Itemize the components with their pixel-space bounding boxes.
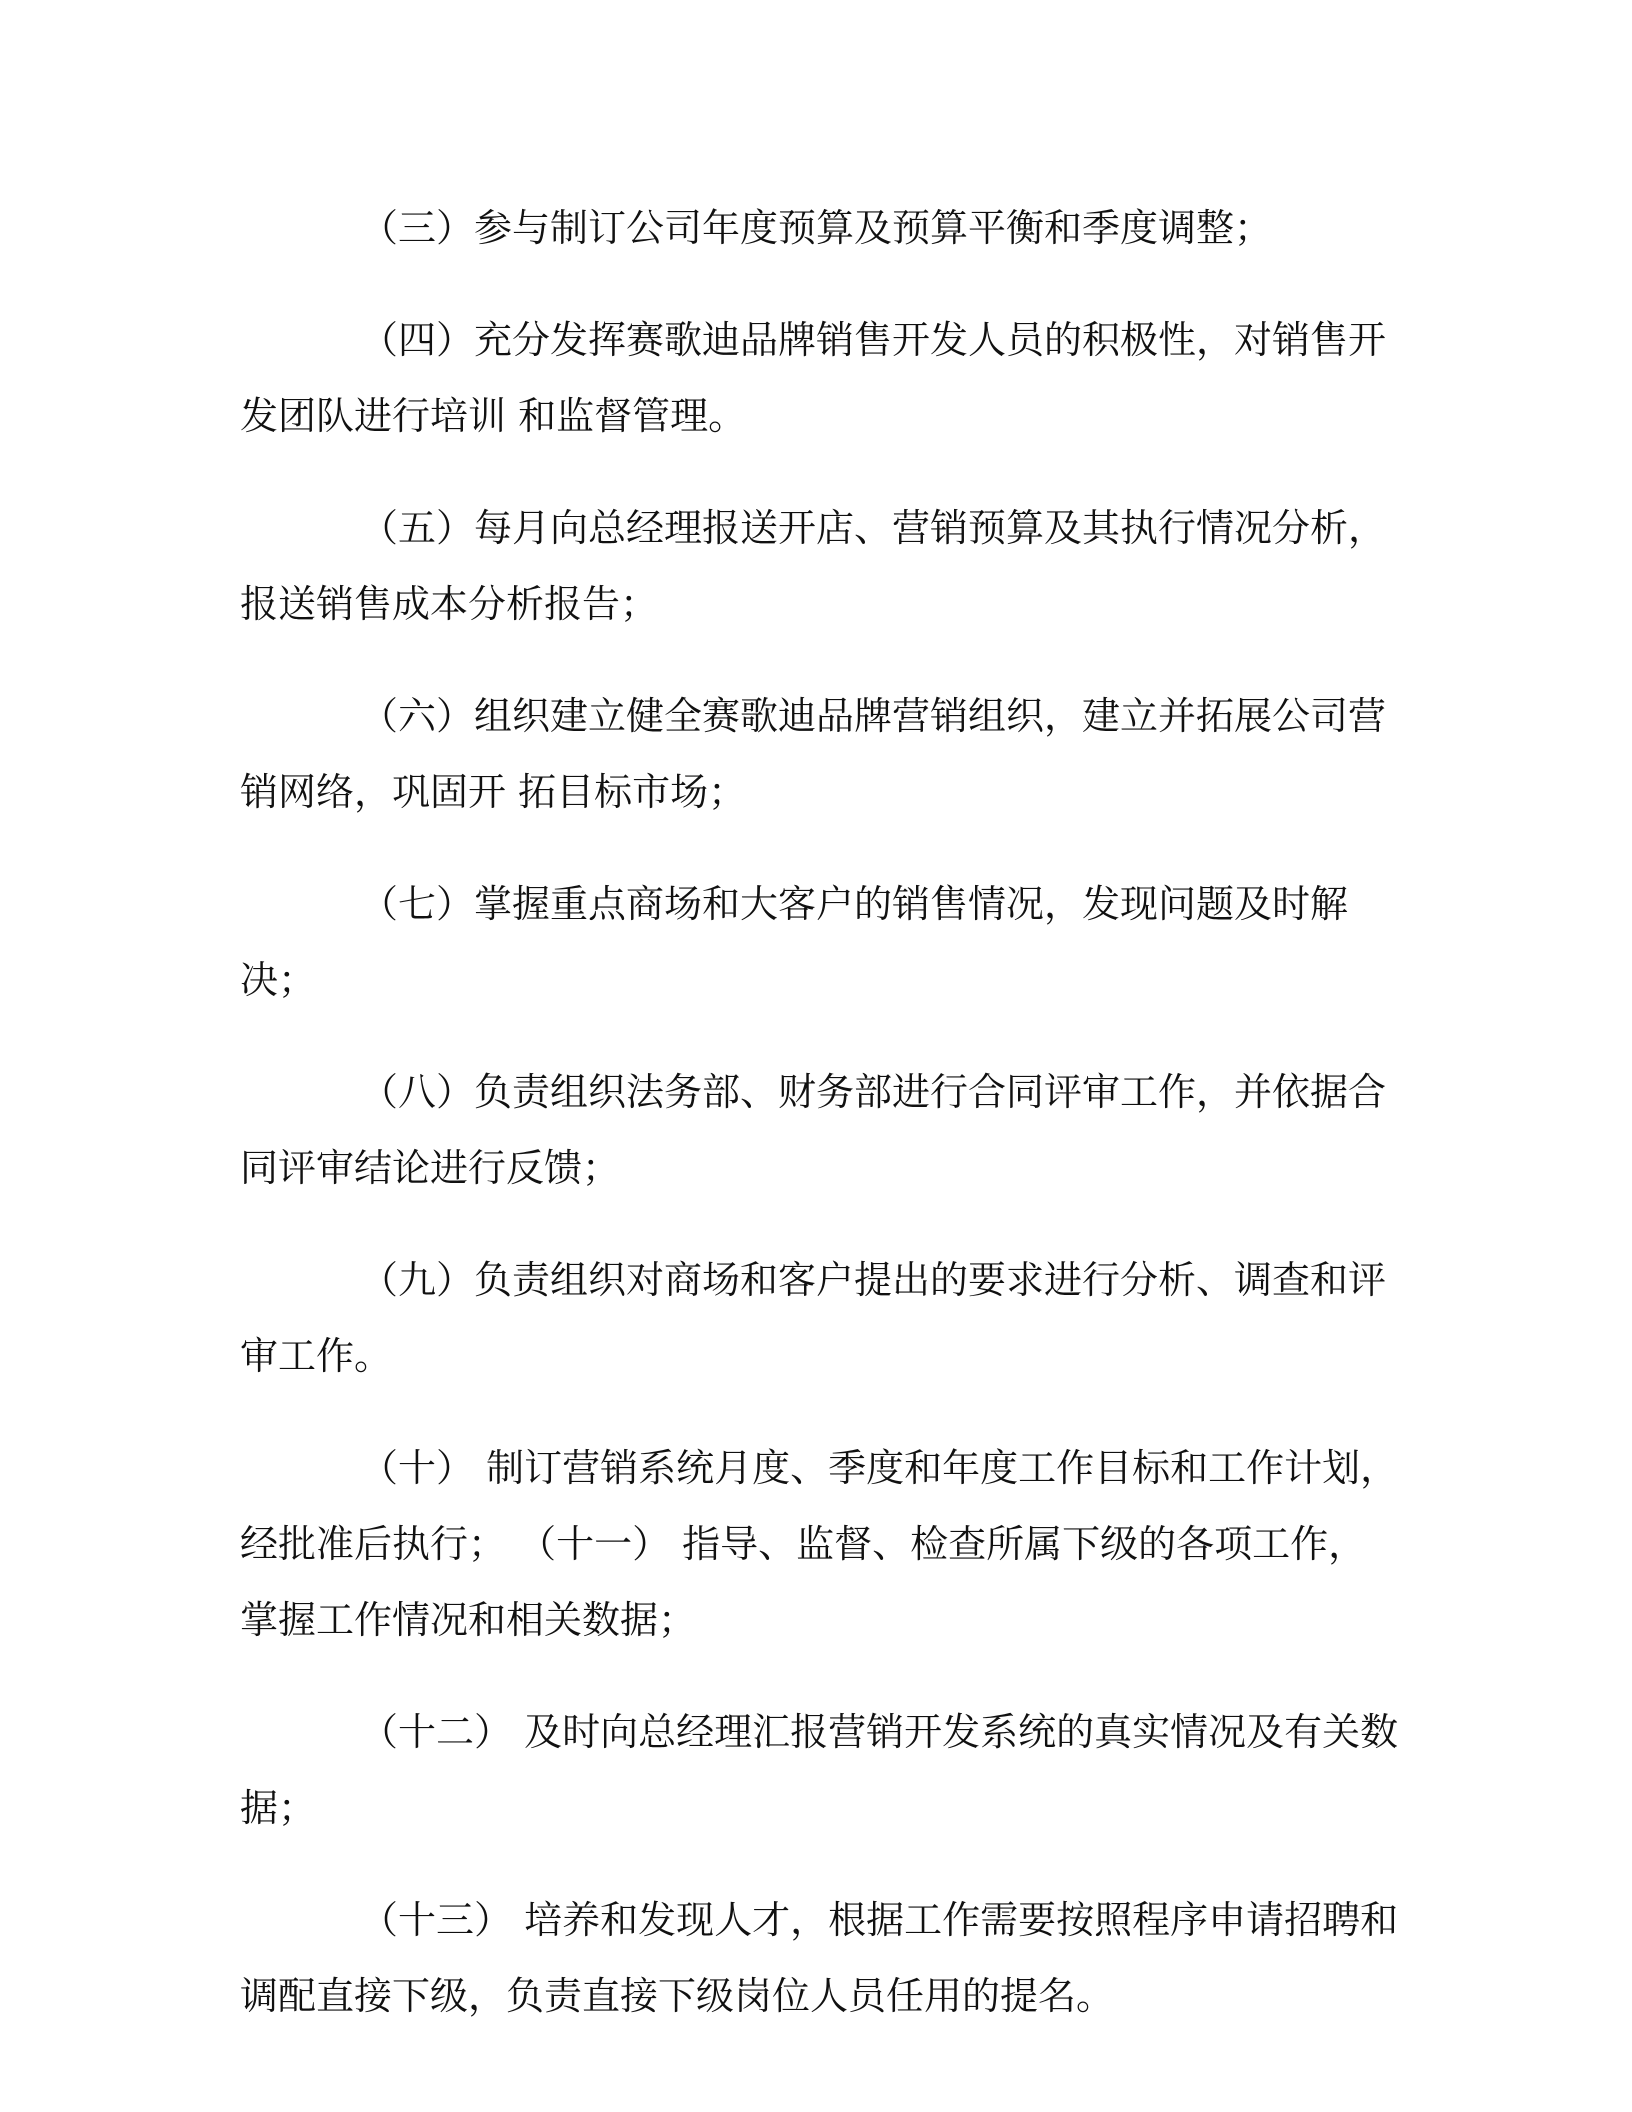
paragraph-7: （七）掌握重点商场和大客户的销售情况，发现问题及时解决； — [240, 882, 1349, 1002]
paragraph-5: （五）每月向总经理报送开店、营销预算及其执行情况分析，报送销售成本分析报告； — [240, 506, 1387, 626]
paragraph-10-11: （十） 制订营销系统月度、季度和年度工作目标和工作计划，经批准后执行； （十一） 指导、监督、检查所属下级的各项工作，掌握工作情况和相关数据； — [240, 1446, 1399, 1642]
paragraph-12: （十二） 及时向总经理汇报营销开发系统的真实情况及有关数据； — [240, 1710, 1399, 1830]
paragraph-6: （六）组织建立健全赛歌迪品牌营销组织，建立并拓展公司营销网络，巩固开 拓目标市场； — [240, 694, 1387, 814]
paragraph-4: （四）充分发挥赛歌迪品牌销售开发人员的积极性，对销售开发团队进行培训 和监督管理。 — [240, 318, 1387, 438]
paragraph-8: （八）负责组织法务部、财务部进行合同评审工作，并依据合同评审结论进行反馈； — [240, 1070, 1387, 1190]
paragraph-3: （三）参与制订公司年度预算及预算平衡和季度调整； — [360, 206, 1273, 250]
paragraph-13: （十三） 培养和发现人才，根据工作需要按照程序申请招聘和调配直接下级，负责直接下级岗位人员任用的提名。 — [240, 1898, 1399, 2018]
document-body — [240, 190, 1400, 2070]
paragraph-9: （九）负责组织对商场和客户提出的要求进行分析、调查和评审工作。 — [240, 1258, 1387, 1378]
